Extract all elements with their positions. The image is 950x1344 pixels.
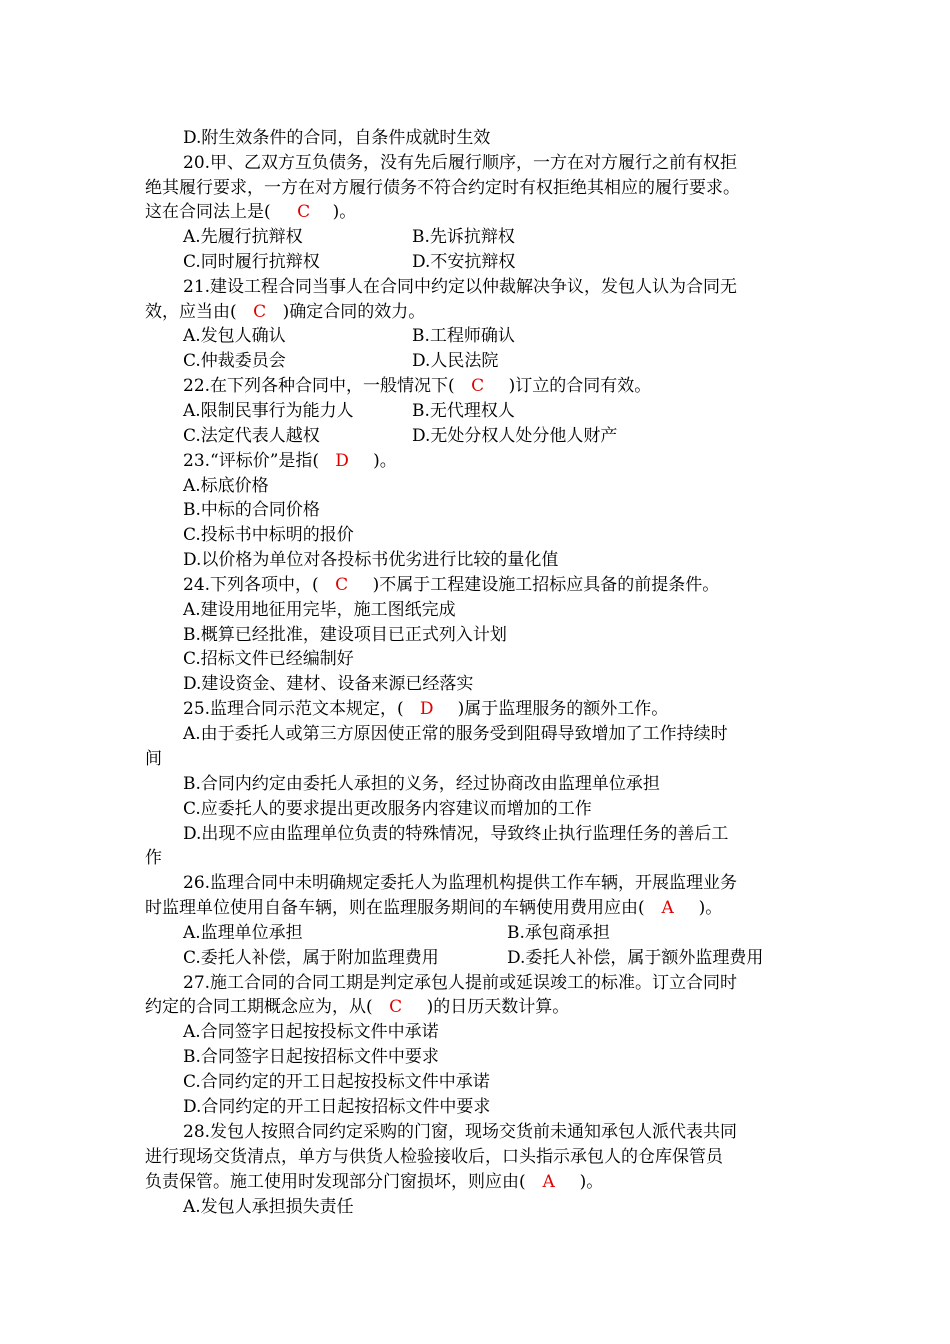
- text: D.无处分权人处分他人财产: [412, 426, 618, 446]
- q20-option-c: [183, 250, 320, 274]
- text: )。: [698, 898, 723, 918]
- answer-mark: C: [297, 202, 311, 222]
- text: D.附生效条件的合同，自条件成就时生效: [183, 128, 491, 148]
- text: )的日历天数计算。: [426, 997, 570, 1017]
- text: B.合同内约定由委托人承担的义务，经过协商改由监理单位承担: [183, 774, 660, 794]
- answer-mark: D: [419, 699, 434, 719]
- text: D.人民法院: [412, 351, 499, 371]
- q19-option-d: [183, 126, 490, 150]
- q20-stem-line3: [145, 200, 356, 224]
- q25-option-c: [183, 797, 592, 821]
- text: )属于监理服务的额外工作。: [457, 699, 669, 719]
- text: 21.建设工程合同当事人在合同中约定以仲裁解决争议，发包人认为合同无: [183, 277, 738, 297]
- q20-stem-line2: [145, 176, 740, 200]
- q21-option-b: [412, 324, 515, 348]
- text: B.先诉抗辩权: [412, 227, 515, 247]
- text: D.委托人补偿，属于额外监理费用: [507, 948, 764, 968]
- q27-option-b: [183, 1045, 439, 1069]
- q24-option-c: [183, 647, 354, 671]
- q21-stem-line2: [145, 300, 425, 324]
- text: A.限制民事行为能力人: [183, 401, 354, 421]
- q26-stem-line1: [183, 871, 737, 895]
- text: )。: [332, 202, 357, 222]
- q25-stem: [183, 697, 668, 721]
- text: C.招标文件已经编制好: [183, 649, 354, 669]
- text: 约定的合同工期概念应为，从(: [145, 997, 373, 1017]
- text: )不属于工程建设施工招标应具备的前提条件。: [372, 575, 720, 595]
- q27-option-a: [183, 1020, 439, 1044]
- q22-option-a: [183, 399, 354, 423]
- answer-mark: C: [253, 302, 267, 322]
- q24-option-a: [183, 598, 456, 622]
- text: C.合同约定的开工日起按投标文件中承诺: [183, 1072, 490, 1092]
- q25-option-d-line1: [183, 822, 728, 846]
- text: A.合同签字日起按投标文件中承诺: [183, 1022, 439, 1042]
- text: 22.在下列各种合同中，一般情况下(: [183, 376, 455, 396]
- text: B.无代理权人: [412, 401, 515, 421]
- q25-option-a-line1: [183, 722, 728, 746]
- q20-option-d: [412, 250, 515, 274]
- answer-mark: A: [661, 898, 674, 918]
- q27-option-d: [183, 1095, 490, 1119]
- q28-stem-line2: [145, 1145, 723, 1169]
- text: 负责保管。施工使用时发现部分门窗损坏，则应由(: [145, 1172, 526, 1192]
- q26-stem-line2: [145, 896, 722, 920]
- q27-stem-line1: [183, 971, 737, 995]
- q24-option-b: [183, 623, 507, 647]
- q28-stem-line1: [183, 1120, 737, 1144]
- text: 24.下列各项中，(: [183, 575, 319, 595]
- text: 23.“评标价”是指(: [183, 451, 320, 471]
- q20-option-b: [412, 225, 515, 249]
- text: B.承包商承担: [507, 923, 610, 943]
- text: A.由于委托人或第三方原因使正常的服务受到阻碍导致增加了工作持续时: [183, 724, 728, 744]
- q25-option-d-line2: [145, 846, 162, 870]
- text: )订立的合同有效。: [508, 376, 652, 396]
- text: C.应委托人的要求提出更改服务内容建议而增加的工作: [183, 799, 592, 819]
- text: 26.监理合同中未明确规定委托人为监理机构提供工作车辆，开展监理业务: [183, 873, 738, 893]
- text: 作: [145, 848, 162, 868]
- text: B.合同签字日起按招标文件中要求: [183, 1047, 439, 1067]
- text: C.投标书中标明的报价: [183, 525, 354, 545]
- text: B.中标的合同价格: [183, 500, 320, 520]
- text: )。: [373, 451, 397, 471]
- answer-mark: C: [389, 997, 403, 1017]
- text: )确定合同的效力。: [282, 302, 426, 322]
- q23-option-b: [183, 498, 320, 522]
- q21-stem-line1: [183, 275, 737, 299]
- text: A.监理单位承担: [183, 923, 303, 943]
- q22-option-b: [412, 399, 515, 423]
- q21-option-a: [183, 324, 286, 348]
- text: B.工程师确认: [412, 326, 515, 346]
- text: D.不安抗辩权: [412, 252, 516, 272]
- answer-mark: C: [335, 575, 349, 595]
- text: 28.发包人按照合同约定采购的门窗，现场交货前未通知承包人派代表共同: [183, 1122, 738, 1142]
- text: D.建设资金、建材、设备来源已经落实: [183, 674, 474, 694]
- text: D.出现不应由监理单位负责的特殊情况，导致终止执行监理任务的善后工: [183, 824, 729, 844]
- text: 这在合同法上是(: [145, 202, 271, 222]
- q23-option-c: [183, 523, 354, 547]
- text: 20.甲、乙双方互负债务，没有先后履行顺序，一方在对方履行之前有权拒: [183, 153, 738, 173]
- q27-stem-line2: [145, 995, 569, 1019]
- text: A.发包人承担损失责任: [183, 1197, 354, 1217]
- q22-option-d: [412, 424, 617, 448]
- q28-stem-line3: [145, 1170, 603, 1194]
- text: C.仲裁委员会: [183, 351, 286, 371]
- text: )。: [579, 1172, 604, 1192]
- text: 27.施工合同的合同工期是判定承包人提前或延误竣工的标准。订立合同时: [183, 973, 738, 993]
- q23-option-d: [183, 548, 558, 572]
- text: 效，应当由(: [145, 302, 237, 322]
- q25-option-b: [183, 772, 660, 796]
- q26-option-d: [507, 946, 763, 970]
- text: A.建设用地征用完毕，施工图纸完成: [183, 600, 456, 620]
- text: C.委托人补偿，属于附加监理费用: [183, 948, 439, 968]
- text: 进行现场交货清点，单方与供货人检验接收后，口头指示承包人的仓库保管员: [145, 1147, 723, 1167]
- text: C.法定代表人越权: [183, 426, 320, 446]
- q25-option-a-line2: [145, 747, 162, 771]
- text: C.同时履行抗辩权: [183, 252, 320, 272]
- q21-option-d: [412, 349, 498, 373]
- q27-option-c: [183, 1070, 490, 1094]
- text: A.标底价格: [183, 476, 269, 496]
- q22-option-c: [183, 424, 320, 448]
- q24-option-d: [183, 672, 473, 696]
- text: D.合同约定的开工日起按招标文件中要求: [183, 1097, 491, 1117]
- text: 25.监理合同示范文本规定，(: [183, 699, 404, 719]
- text: A.先履行抗辩权: [183, 227, 303, 247]
- q24-stem: [183, 573, 719, 597]
- q23-stem: [183, 449, 397, 473]
- q23-option-a: [183, 474, 269, 498]
- answer-mark: D: [335, 451, 349, 471]
- q22-stem: [183, 374, 651, 398]
- q28-option-a: [183, 1195, 354, 1219]
- text: 间: [145, 749, 162, 769]
- answer-mark: C: [471, 376, 485, 396]
- q26-option-b: [507, 921, 610, 945]
- text: B.概算已经批准，建设项目已正式列入计划: [183, 625, 507, 645]
- q26-option-a: [183, 921, 303, 945]
- answer-mark: A: [542, 1172, 555, 1192]
- text: 绝其履行要求，一方在对方履行债务不符合约定时有权拒绝其相应的履行要求。: [145, 178, 740, 198]
- q20-stem-line1: [183, 151, 737, 175]
- text: 时监理单位使用自备车辆，则在监理服务期间的车辆使用费用应由(: [145, 898, 645, 918]
- text: A.发包人确认: [183, 326, 286, 346]
- text: D.以价格为单位对各投标书优劣进行比较的量化值: [183, 550, 559, 570]
- q20-option-a: [183, 225, 303, 249]
- q21-option-c: [183, 349, 286, 373]
- q26-option-c: [183, 946, 439, 970]
